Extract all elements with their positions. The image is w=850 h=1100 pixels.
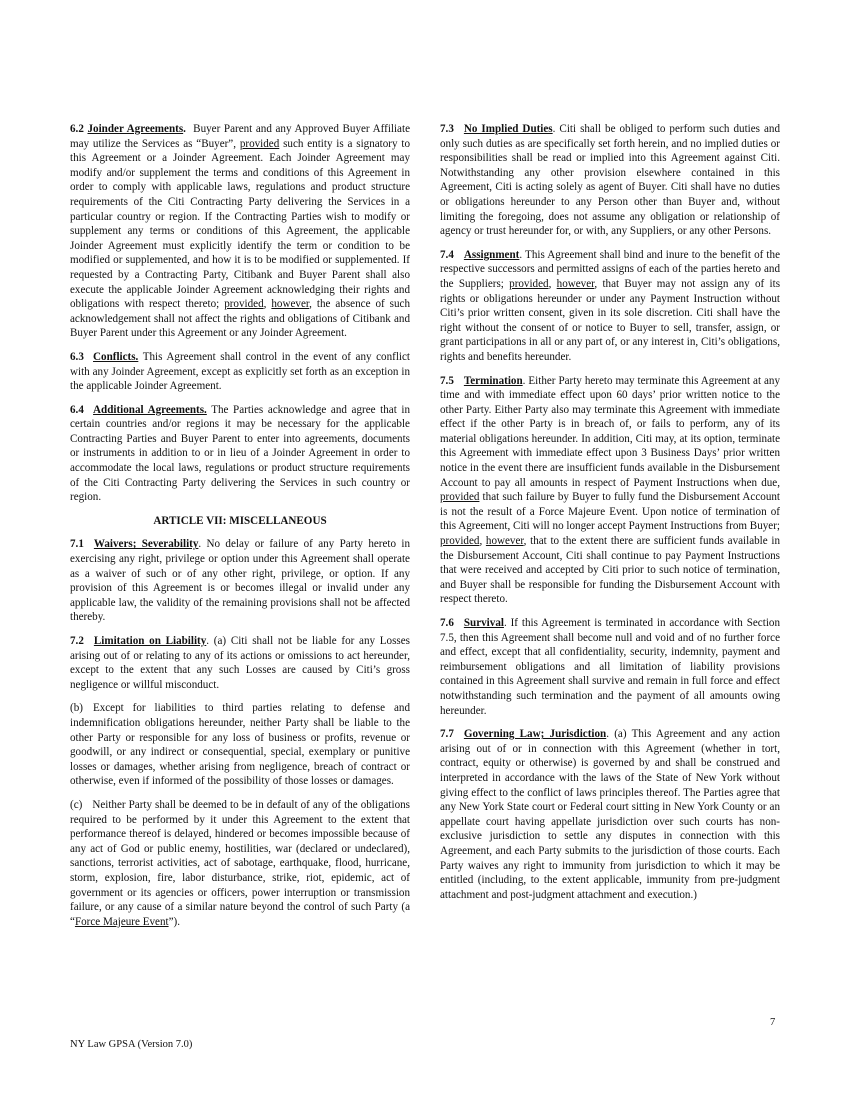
section-6-3	[70, 350, 410, 394]
section-title: Limitation on Liability	[93, 635, 207, 647]
clause-label: (c)	[70, 798, 83, 811]
section-7-1	[70, 537, 410, 625]
section-title: Assignment	[463, 248, 520, 261]
section-title: Additional Agreements.	[93, 403, 207, 416]
section-6-4	[70, 403, 410, 505]
section-number: 6.3	[70, 350, 84, 363]
section-text: This Agreement shall control in the event of any conflict with any Joinder Agreement, except as explicitly set forth as an exception in the applicable Joinder Agreement.	[70, 350, 410, 393]
section-7-7	[440, 727, 780, 902]
section-text: Buyer Parent and any Approved Buyer Affiliate may utilize the Services as “Buyer”,	[70, 123, 410, 150]
section-number: 6.2	[70, 123, 84, 135]
document-footer: NY Law GPSA (Version 7.0)	[70, 1039, 193, 1050]
section-title: Waivers; Severability	[93, 538, 199, 551]
defined-term: Force Majeure Event	[74, 915, 169, 928]
section-7-2-b	[70, 701, 410, 789]
clause-label: (b)	[70, 702, 83, 715]
section-7-6	[440, 616, 780, 718]
section-title: Survival	[463, 617, 504, 629]
section-text: . (a) Citi shall not be liable for any Losses arising out of or relating to any of its actions or omissions to act hereunder, except to the extent that any such Losses are caused by Citi’s gross negligence or willful misconduct.	[70, 635, 410, 691]
section-7-4: 7.4 Assignment. This Agreement shall bind and inure to the benefit of the respective successors and permitted assigns of each of the parties hereto and the Suppliers; provided, however, that Buyer may not assign any of its rights or obligations hereunder or under any Payment Instruction without Citi’s prior written consent, given in its sole discretion. Citi shall have the right without the consent of or notice to Buyer to sell, transfer, assign, or grant participations in all or any part of, or any interest in, Citi’s obligations, rights and benefits hereunder.	[440, 248, 781, 363]
section-number: 7.6	[440, 617, 454, 629]
left-column	[70, 122, 410, 938]
section-text: . (a) This Agreement and any action arising out of or in connection with this Agreement (whether in tort, contract, equity or otherwise) is governed by and shall be construed and interpreted in accordance with the laws of the State of New York without giving effect to the conflict of laws principles thereof. The Parties agree that any New York State court or Federal court sitting in New York County or an appellate court having appellate jurisdiction over such courts has non-exclusive jurisdiction to settle any disputes in connection with this Agreement, and each Party submits to the jurisdiction of those courts. Each Party waives any right to immunity from jurisdiction to which it may be entitled (including, to the extent applicable, immunity from pre-judgment attachment and post-judgment attachment and execution.)	[440, 728, 781, 901]
section-7-2-c: (c) Neither Party shall be deemed to be in default of any of the obligations required to be performed by it under this Agreement to the extent that performance thereof is delayed, hindered or becomes impossible because of any act of God or public enemy, hostilities, war (declared or undeclared), sanctions, terrorist activities, act of sabotage, earthquake, flood, hurricane, storm, explosion, fire, labor disturbance, strike, riot, epidemic, act of government or its agencies or officers, power interruption or transmission failure, or any cause of a similar nature beyond the control of such Party (a “Force Majeure Event”).	[70, 798, 410, 928]
section-title: Termination	[463, 374, 523, 387]
section-6-2: 6.2 Joinder Agreements. Buyer Parent and any Approved Buyer Affiliate may utilize the Services as “Buyer”, provided such entity is a signatory to this Agreement or a Joinder Agreement. Each Joinder Agreement may modify and/or supplement the terms and conditions of this Agreement in order to comply with applicable laws, regulations and product structure requirements of the Citi Contracting Party delivering the Services in a particular country or region. If the Contracting Parties wish to modify or supplement any terms or conditions of this Agreement, the applicable Joinder Agreement must explicitly identify the term or condition to be modified or supplemented, and how it is to be modified or supplemented. If requested by a Contracting Party, Citibank and Buyer Parent shall also execute the applicable Joinder Agreement acknowledging their rights and obligations with respect thereto; provided, however, the absence of such acknowledgement shall not affect the rights and obligations of Citibank and Buyer Parent under this Agreement or any Joinder Agreement.	[70, 123, 410, 340]
article-heading: ARTICLE VII: MISCELLANEOUS	[153, 514, 327, 527]
clause-text: Neither Party shall be deemed to be in default of any of the obligations required to be performed by it under this Agreement to the extent that performance thereof is delayed, hindered or becomes impossible because of any act of God or public enemy, hostilities, war (declared or undeclared), sanctions, terrorist activities, act of sabotage, earthquake, flood, hurricane, storm, explosion, fire, labor disturbance, strike, riot, epidemic, act of government or its agencies or officers, power interruption or transmission failure, or any cause of a similar nature beyond the control of such Party (a “	[70, 798, 410, 928]
section-text: . Citi shall be obliged to perform such duties and only such duties as are specifically set forth herein, and no implied duties or responsibilities shall be read or implied into this Agreement against Citi. Notwithstanding any other provision elsewhere contained in this Agreement, Citi is acting solely as agent of Buyer. Citi shall have no duties or obligations hereunder to any Person other than Buyer and, without limiting the foregoing, does not assume any obligation or relationship of agency or trust hereunder for, or with, any Suppliers, or any other Persons.	[440, 123, 781, 238]
section-text: The Parties acknowledge and agree that in certain countries and/or regions it may be necessary for the applicable Contracting Parties and Buyer Parent to enter into agreements, documents or instruments in addition to or in lieu of a Joinder Agreement in order to accommodate the local laws, regulations or product structure requirements of the Citi Contracting Party delivering the Services in such country or region.	[70, 403, 410, 504]
section-number: 7.4	[440, 248, 454, 261]
section-number: 7.1	[70, 538, 84, 551]
right-column	[440, 122, 780, 911]
section-7-2	[70, 634, 410, 692]
clause-text: Except for liabilities to third parties relating to defense and indemnification obligations hereunder, neither Party shall be liable to the other Party or responsible for any loss of business or profits, revenue or goodwill, or any indirect or consequential, special, exemplary or punitive losses or damages, whether arising from negligence, breach of contract or otherwise, even if informed of the possibility of those losses or damages.	[70, 702, 410, 788]
section-title: Governing Law; Jurisdiction	[463, 728, 607, 741]
section-number: 7.5	[440, 374, 454, 387]
section-number: 6.4	[70, 403, 84, 416]
section-number: 7.3	[440, 123, 454, 135]
section-text: . If this Agreement is terminated in accordance with Section 7.5, then this Agreement shall become null and void and of no further force and effect, except that all confidentiality, security, indemnity, payment and reimbursement obligations and all limitation of liability provisions contained in this Agreement shall survive and remain in full force and effect notwithstanding such termination and the payment of all amounts owing hereunder.	[440, 617, 780, 717]
section-text: . No delay or failure of any Party hereto in exercising any right, privilege or option under this Agreement shall operate as a waiver of such or of any other right, privilege, or option. If any provision of this Agreement is or becomes illegal or invalid under any applicable law, the validity of the remaining provisions shall not be affected thereby.	[70, 538, 410, 624]
section-title: Conflicts.	[93, 350, 139, 363]
section-title: No Implied Duties	[463, 123, 553, 135]
section-title: Joinder Agreements	[87, 123, 184, 135]
page-number: 7	[770, 1017, 776, 1028]
section-7-5: 7.5 Termination. Either Party hereto may terminate this Agreement at any time and with immediate effect upon 60 days’ prior written notice to the other Party. Either Party also may terminate this Agreement with immediate effect if the other Party is in breach of, or fails to perform, any of its material obligations hereunder. In addition, Citi may, at its option, terminate this Agreement with immediate effect upon 3 Business Days’ prior written notice in the event there are insufficient funds available in the Disbursement Account to pay all amounts in respect of Payment Instructions when due, provided that such failure by Buyer to fully fund the Disbursement Account is not the result of a Force Majeure Event. Upon notice of termination of this Agreement, Citi will no longer accept Payment Instructions from Buyer; provided, however, that to the extent there are sufficient funds available in the Disbursement Account, Citi shall continue to pay Payment Instructions that were received and accepted by Citi prior to such notice of termination, and Buyer shall be responsible for funding the Disbursement Account with respect thereto.	[440, 374, 781, 606]
section-7-3	[440, 122, 780, 239]
section-number: 7.2	[70, 635, 84, 647]
section-number: 7.7	[440, 728, 454, 741]
